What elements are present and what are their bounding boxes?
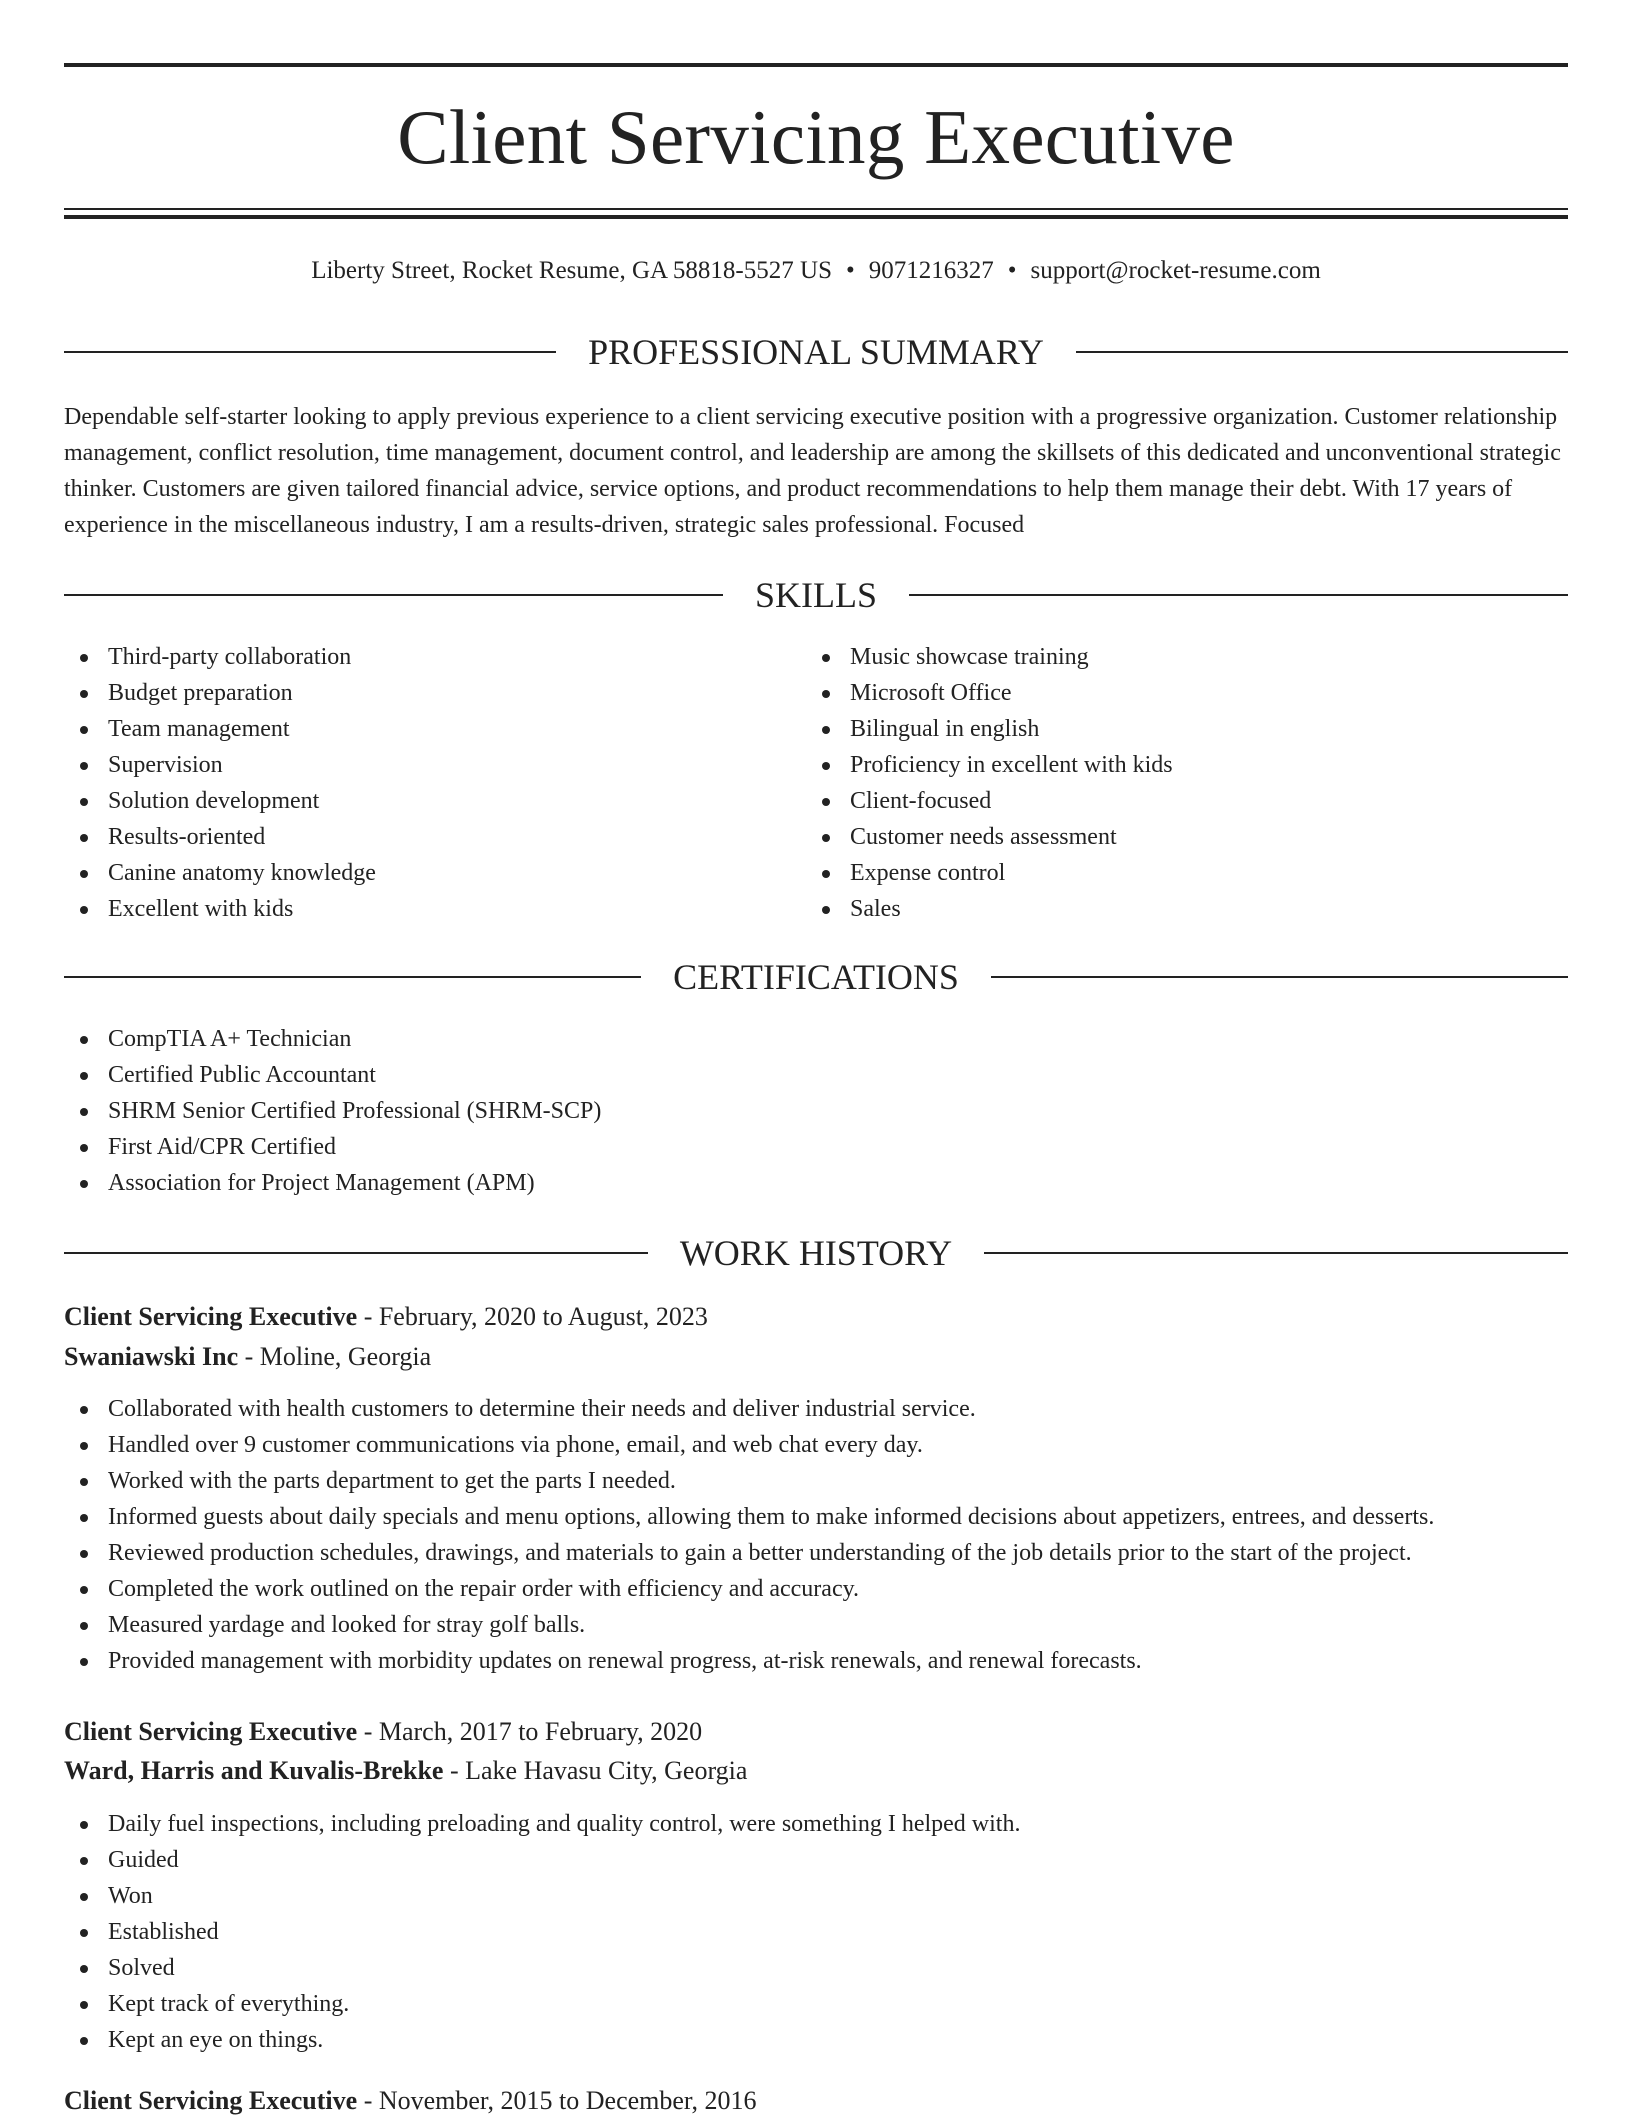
skill-item: Results-oriented [64,819,764,855]
heading-rule [64,594,723,596]
skill-item: Budget preparation [64,675,764,711]
skill-item: Excellent with kids [64,891,764,927]
job-duty-item: Won [64,1878,1568,1914]
job-duty-item: Reviewed production schedules, drawings, and materials to gain a better understanding of the job details prior to the start of the project. [64,1535,1568,1571]
skill-item: Team management [64,711,764,747]
job-title-line [64,2083,1568,2119]
skill-item: Third-party collaboration [64,639,764,675]
skills-list-left [64,639,764,927]
heading-rule [909,594,1568,596]
page-title: Client Servicing Executive [397,94,1235,180]
job-duty-item: Guided [64,1842,1568,1878]
job-duty-item: Established [64,1914,1568,1950]
job-company-line [64,1339,1568,1375]
job-company-line [64,1753,1568,1789]
skill-item: Proficiency in excellent with kids [806,747,1566,783]
certification-item: Association for Project Management (APM) [64,1165,1568,1201]
section-heading-label: CERTIFICATIONS [673,957,959,997]
section-heading-skills [64,573,1568,617]
job-title: Client Servicing Executive [64,1302,358,1331]
contact-separator: • [1007,257,1017,284]
certification-item: Certified Public Accountant [64,1057,1568,1093]
skill-item: Bilingual in english [806,711,1566,747]
title-rule-thin [64,208,1568,210]
job-duty-item: Provided management with morbidity updates on renewal progress, at-risk renewals, and renewal forecasts. [64,1643,1568,1679]
job-duty-item: Kept an eye on things. [64,2022,1568,2058]
job-duty-item: Daily fuel inspections, including preloading and quality control, were something I helped with. [64,1806,1568,1842]
job-duty-item: Collaborated with health customers to determine their needs and deliver industrial service. [64,1391,1568,1427]
heading-rule [984,1252,1568,1254]
certifications-list [64,1021,1568,1201]
job-duty-item: Worked with the parts department to get the parts I needed. [64,1463,1568,1499]
skill-item: Customer needs assessment [806,819,1566,855]
section-heading-certifications [64,955,1568,999]
top-rule [64,63,1568,67]
heading-rule [64,976,641,978]
certification-item: SHRM Senior Certified Professional (SHRM-SCP) [64,1093,1568,1129]
skill-item: Sales [806,891,1566,927]
job-duty-item: Informed guests about daily specials and menu options, allowing them to make informed decisions about appetizers, entrees, and desserts. [64,1499,1568,1535]
section-heading-work-history [64,1231,1568,1275]
job-company: Swaniawski Inc [64,1342,239,1371]
contact-separator: • [845,257,855,284]
heading-rule [64,1252,648,1254]
skills-list-right [806,639,1566,927]
job-duty-item: Handled over 9 customer communications via phone, email, and web chat every day. [64,1427,1568,1463]
job-title: Client Servicing Executive [64,2086,358,2115]
skill-item: Microsoft Office [806,675,1566,711]
job-duties-list [64,1391,1568,1679]
contact-phone: 9071216327 [868,257,994,284]
job-duty-item: Kept track of everything. [64,1986,1568,2022]
contact-email: support@rocket-resume.com [1030,257,1321,284]
certification-item: CompTIA A+ Technician [64,1021,1568,1057]
skill-item: Supervision [64,747,764,783]
skill-item: Music showcase training [806,639,1566,675]
job-duty-item: Measured yardage and looked for stray golf balls. [64,1607,1568,1643]
job-title-line [64,1714,1568,1750]
skill-item: Client-focused [806,783,1566,819]
summary-paragraph: Dependable self-starter looking to apply previous experience to a client servicing executive position with a progressive organization. Customer relationship management, conflict resolution, time management, document control, and leadership are among the skillsets of this dedicated and unconventional strategic thinker. Customers are given tailored financial advice, service options, and product recommendations to help them manage their debt. With 17 years of experience in the miscellaneous industry, I am a results-driven, strategic sales professional. Focused [64,404,1561,538]
section-heading-summary [64,330,1568,374]
job-duties-list [64,1806,1568,2058]
job-company: Ward, Harris and Kuvalis-Brekke [64,1756,444,1785]
section-heading-label: WORK HISTORY [679,1233,953,1273]
heading-rule [64,351,556,353]
job-location: - Lake Havasu City, Georgia [443,1756,748,1785]
job-dates: - November, 2015 to December, 2016 [357,2086,757,2115]
job-dates: - March, 2017 to February, 2020 [357,1717,703,1746]
section-heading-label: SKILLS [755,575,878,615]
job-location: - Moline, Georgia [238,1342,432,1371]
job-title: Client Servicing Executive [64,1717,358,1746]
skill-item: Expense control [806,855,1566,891]
skill-item: Solution development [64,783,764,819]
heading-rule [1076,351,1568,353]
title-rule-thick [64,215,1568,219]
job-duty-item: Solved [64,1950,1568,1986]
certification-item: First Aid/CPR Certified [64,1129,1568,1165]
contact-address: Liberty Street, Rocket Resume, GA 58818-5527 US [311,257,832,284]
contact-line [64,254,1568,288]
job-dates: - February, 2020 to August, 2023 [357,1302,708,1331]
skill-item: Canine anatomy knowledge [64,855,764,891]
job-duty-item: Completed the work outlined on the repair order with efficiency and accuracy. [64,1571,1568,1607]
heading-rule [991,976,1568,978]
section-heading-label: PROFESSIONAL SUMMARY [588,332,1044,372]
job-title-line [64,1299,1568,1335]
